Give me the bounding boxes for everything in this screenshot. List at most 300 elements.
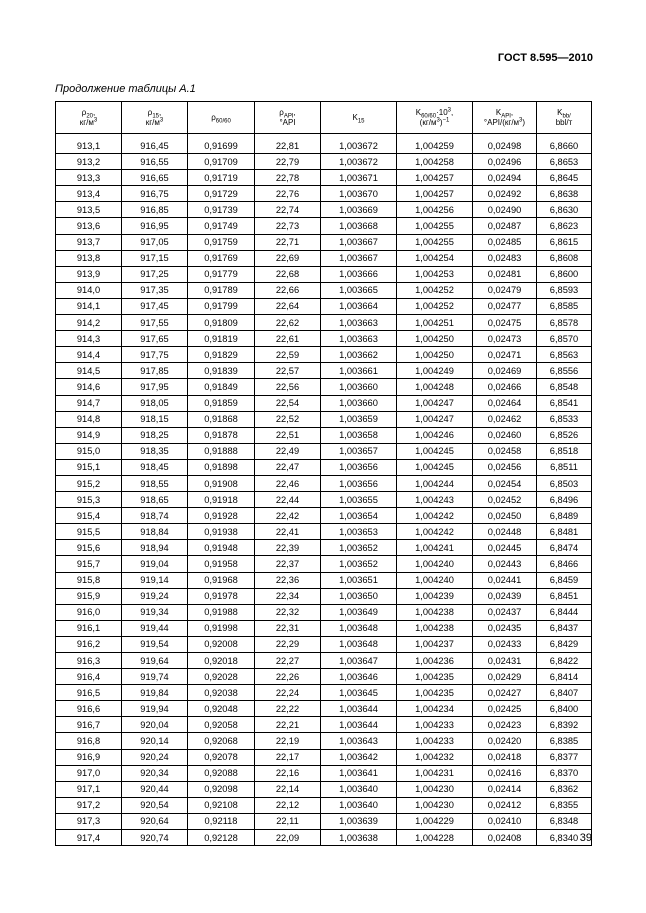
table-cell: 917,65 (122, 331, 188, 347)
table-cell: 6,8451 (537, 588, 592, 604)
table-cell: 0,02483 (473, 250, 537, 266)
header-subscript: 60/60 (215, 118, 231, 125)
table-cell: 1,004230 (397, 797, 473, 813)
table-cell: 22,31 (255, 620, 321, 636)
table-cell: 1,004231 (397, 765, 473, 781)
table-cell: 1,003640 (321, 797, 397, 813)
table-cell: 917,3 (56, 813, 122, 829)
table-cell: 0,02487 (473, 218, 537, 234)
table-cell: 0,02443 (473, 556, 537, 572)
table-cell: 914,0 (56, 282, 122, 298)
table-cell: 0,02479 (473, 282, 537, 298)
table-cell: 1,004228 (397, 830, 473, 846)
table-cell: 1,004247 (397, 411, 473, 427)
table-cell: 0,02475 (473, 315, 537, 331)
header-unit: °API (279, 117, 296, 127)
table-cell: 0,02448 (473, 524, 537, 540)
table-cell: 1,004243 (397, 492, 473, 508)
table-cell: 0,02445 (473, 540, 537, 556)
table-cell: 917,85 (122, 363, 188, 379)
table-cell: 0,02420 (473, 733, 537, 749)
table-row (56, 733, 592, 749)
table-cell: 1,003671 (321, 170, 397, 186)
table-cell: 919,54 (122, 636, 188, 652)
header-unit-sup: 3 (159, 116, 164, 123)
table-cell: 22,81 (255, 134, 321, 154)
table-cell: 1,004238 (397, 604, 473, 620)
table-cell: 1,003668 (321, 218, 397, 234)
table-cell: 22,76 (255, 186, 321, 202)
table-row (56, 427, 592, 443)
table-row (56, 813, 592, 829)
table-cell: 0,91958 (188, 556, 255, 572)
table-cell: 916,65 (122, 170, 188, 186)
table-cell: 915,8 (56, 572, 122, 588)
table-cell: 0,91739 (188, 202, 255, 218)
table-cell: 6,8340 (537, 830, 592, 846)
table-row (56, 363, 592, 379)
table-cell: 0,91769 (188, 250, 255, 266)
table-cell: 0,91749 (188, 218, 255, 234)
table-cell: 6,8600 (537, 266, 592, 282)
table-cell: 0,02462 (473, 411, 537, 427)
table-cell: 914,9 (56, 427, 122, 443)
table-cell: 0,91928 (188, 508, 255, 524)
table-cell: 1,003660 (321, 395, 397, 411)
table-cell: 0,91908 (188, 475, 255, 491)
table-cell: 917,55 (122, 315, 188, 331)
table-cell: 0,91709 (188, 154, 255, 170)
header-symbol: K (557, 107, 563, 117)
table-cell: 916,4 (56, 669, 122, 685)
table-cell: 0,02414 (473, 781, 537, 797)
table-row (56, 218, 592, 234)
table-cell: 1,003650 (321, 588, 397, 604)
table-row (56, 475, 592, 491)
table-cell: 6,8526 (537, 427, 592, 443)
table-cell: 6,8362 (537, 781, 592, 797)
table-cell: 914,3 (56, 331, 122, 347)
table-cell: 6,8570 (537, 331, 592, 347)
table-cell: 918,94 (122, 540, 188, 556)
table-cell: 0,91888 (188, 443, 255, 459)
table-cell: 6,8533 (537, 411, 592, 427)
table-cell: 914,2 (56, 315, 122, 331)
table-cell: 916,7 (56, 717, 122, 733)
table-cell: 0,91799 (188, 298, 255, 314)
table-cell: 917,15 (122, 250, 188, 266)
table-cell: 0,92058 (188, 717, 255, 733)
table-cell: 917,45 (122, 298, 188, 314)
table-cell: 1,004237 (397, 636, 473, 652)
table-cell: 6,8437 (537, 620, 592, 636)
table-cell: 0,91829 (188, 347, 255, 363)
table-cell: 22,68 (255, 266, 321, 282)
table-cell: 0,02433 (473, 636, 537, 652)
table-cell: 919,64 (122, 653, 188, 669)
table-cell: 0,92018 (188, 653, 255, 669)
table-cell: 915,0 (56, 443, 122, 459)
table-cell: 1,003672 (321, 134, 397, 154)
table-cell: 0,91789 (188, 282, 255, 298)
table-cell: 0,91968 (188, 572, 255, 588)
table-cell: 913,2 (56, 154, 122, 170)
table-row (56, 234, 592, 250)
table-cell: 6,8400 (537, 701, 592, 717)
table-cell: 6,8548 (537, 379, 592, 395)
table-row (56, 395, 592, 411)
table-cell: 1,003658 (321, 427, 397, 443)
table-cell: 6,8645 (537, 170, 592, 186)
table-cell: 918,74 (122, 508, 188, 524)
header-subscript: 15 (152, 113, 159, 120)
table-cell: 919,94 (122, 701, 188, 717)
table-cell: 917,75 (122, 347, 188, 363)
table-cell: 0,91849 (188, 379, 255, 395)
table-row (56, 331, 592, 347)
column-header (56, 102, 122, 134)
table-cell: 6,8638 (537, 186, 592, 202)
table-cell: 1,004233 (397, 733, 473, 749)
table-cell: 1,003640 (321, 781, 397, 797)
table-cell: 1,003661 (321, 363, 397, 379)
header-unit: °API/(кг/м (483, 117, 520, 127)
table-cell: 920,04 (122, 717, 188, 733)
table-cell: 918,25 (122, 427, 188, 443)
table-cell: 6,8422 (537, 653, 592, 669)
header-unit: bbl/т (555, 117, 573, 127)
table-cell: 1,004257 (397, 170, 473, 186)
table-cell: 1,003648 (321, 636, 397, 652)
table-cell: 919,74 (122, 669, 188, 685)
table-cell: 1,003642 (321, 749, 397, 765)
table-cell: 915,2 (56, 475, 122, 491)
table-cell: 1,004242 (397, 524, 473, 540)
header-symbol: ρ (147, 107, 153, 117)
table-cell: 22,29 (255, 636, 321, 652)
column-header (255, 102, 321, 134)
table-cell: 920,64 (122, 813, 188, 829)
header-symbol: K (415, 107, 422, 117)
table-cell: 6,8474 (537, 540, 592, 556)
table-cell: 0,91978 (188, 588, 255, 604)
table-cell: 1,003644 (321, 717, 397, 733)
table-row (56, 588, 592, 604)
table-cell: 920,14 (122, 733, 188, 749)
table-cell: 1,004255 (397, 234, 473, 250)
table-cell: 0,02456 (473, 459, 537, 475)
table-cell: 1,004240 (397, 556, 473, 572)
table-cell: 1,004238 (397, 620, 473, 636)
header-subscript: 60/60 (421, 113, 437, 120)
table-cell: 0,91868 (188, 411, 255, 427)
table-cell: 916,8 (56, 733, 122, 749)
table-cell: 1,003647 (321, 653, 397, 669)
table-cell: 0,91859 (188, 395, 255, 411)
table-cell: 1,003663 (321, 331, 397, 347)
table-cell: 916,0 (56, 604, 122, 620)
table-cell: 0,92028 (188, 669, 255, 685)
table-cell: 913,8 (56, 250, 122, 266)
header-symbol: ρ (81, 107, 87, 117)
table-cell: 0,92038 (188, 685, 255, 701)
table-cell: 22,46 (255, 475, 321, 491)
table-cell: 22,36 (255, 572, 321, 588)
table-cell: 919,34 (122, 604, 188, 620)
table-cell: 0,02481 (473, 266, 537, 282)
table-cell: 1,003657 (321, 443, 397, 459)
table-cell: 914,5 (56, 363, 122, 379)
table-row (56, 459, 592, 475)
table-cell: 0,92048 (188, 701, 255, 717)
column-header (321, 102, 397, 134)
table-caption: Продолжение таблицы А.1 (55, 83, 196, 95)
table-cell: 22,42 (255, 508, 321, 524)
table-cell: 0,02408 (473, 830, 537, 846)
table-cell: 1,003654 (321, 508, 397, 524)
table-cell: 0,02458 (473, 443, 537, 459)
table-cell: 919,24 (122, 588, 188, 604)
header-tail: , (159, 107, 162, 117)
table-cell: 6,8355 (537, 797, 592, 813)
table-row (56, 701, 592, 717)
table-cell: 22,26 (255, 669, 321, 685)
table-cell: 1,003649 (321, 604, 397, 620)
table-row (56, 572, 592, 588)
table-cell: 1,004258 (397, 154, 473, 170)
table-cell: 1,003652 (321, 556, 397, 572)
table-cell: 1,003646 (321, 669, 397, 685)
table-cell: 6,8377 (537, 749, 592, 765)
table-cell: 6,8385 (537, 733, 592, 749)
table-cell: 6,8511 (537, 459, 592, 475)
table-cell: 918,55 (122, 475, 188, 491)
table-cell: 913,4 (56, 186, 122, 202)
table-cell: 22,39 (255, 540, 321, 556)
table-cell: 0,02460 (473, 427, 537, 443)
table-cell: 0,02416 (473, 765, 537, 781)
table-cell: 920,34 (122, 765, 188, 781)
table-cell: 0,02496 (473, 154, 537, 170)
header-tail: , (510, 107, 514, 117)
table-cell: 22,17 (255, 749, 321, 765)
table-row (56, 186, 592, 202)
table-cell: 1,003656 (321, 475, 397, 491)
table-cell: 918,65 (122, 492, 188, 508)
table-cell: 6,8466 (537, 556, 592, 572)
table-cell: 1,003662 (321, 347, 397, 363)
table-cell: 1,004242 (397, 508, 473, 524)
table-cell: 22,37 (255, 556, 321, 572)
page-number: 39 (579, 832, 592, 844)
density-table (55, 101, 592, 846)
table-cell: 0,02435 (473, 620, 537, 636)
table-cell: 6,8556 (537, 363, 592, 379)
table-cell: 916,2 (56, 636, 122, 652)
table-cell: 1,004249 (397, 363, 473, 379)
table-cell: 22,09 (255, 830, 321, 846)
table-cell: 0,91988 (188, 604, 255, 620)
table-cell: 0,92068 (188, 733, 255, 749)
table-cell: 920,24 (122, 749, 188, 765)
table-cell: 1,004257 (397, 186, 473, 202)
table-cell: 919,44 (122, 620, 188, 636)
table-cell: 0,91938 (188, 524, 255, 540)
table-cell: 22,79 (255, 154, 321, 170)
table-cell: 919,14 (122, 572, 188, 588)
table-cell: 0,02441 (473, 572, 537, 588)
table-cell: 22,19 (255, 733, 321, 749)
header-unit-sup2: −1 (442, 116, 450, 123)
table-cell: 0,91819 (188, 331, 255, 347)
table-cell: 0,02418 (473, 749, 537, 765)
table-row (56, 154, 592, 170)
table-cell: 917,0 (56, 765, 122, 781)
table-row (56, 315, 592, 331)
table-cell: 916,55 (122, 154, 188, 170)
table-cell: 22,74 (255, 202, 321, 218)
table-cell: 1,003663 (321, 315, 397, 331)
table-cell: 0,02485 (473, 234, 537, 250)
table-cell: 1,003645 (321, 685, 397, 701)
table-row (56, 620, 592, 636)
table-cell: 6,8414 (537, 669, 592, 685)
table-cell: 22,24 (255, 685, 321, 701)
table-cell: 0,92118 (188, 813, 255, 829)
table-cell: 915,7 (56, 556, 122, 572)
table-cell: 1,004259 (397, 134, 473, 154)
table-cell: 0,91699 (188, 134, 255, 154)
table-cell: 916,85 (122, 202, 188, 218)
table-cell: 0,02469 (473, 363, 537, 379)
table-cell: 1,003655 (321, 492, 397, 508)
table-cell: 913,7 (56, 234, 122, 250)
table-cell: 0,91719 (188, 170, 255, 186)
table-cell: 917,2 (56, 797, 122, 813)
header-subscript: API (501, 113, 511, 120)
table-cell: 1,004254 (397, 250, 473, 266)
header-unit-sup: 3 (436, 116, 440, 123)
table-row (56, 556, 592, 572)
table-cell: 22,16 (255, 765, 321, 781)
table-cell: 6,8593 (537, 282, 592, 298)
table-cell: 6,8660 (537, 134, 592, 154)
table-cell: 22,52 (255, 411, 321, 427)
table-cell: 1,004256 (397, 202, 473, 218)
table-row (56, 669, 592, 685)
table-row (56, 282, 592, 298)
table-cell: 919,04 (122, 556, 188, 572)
table-cell: 917,95 (122, 379, 188, 395)
table-cell: 6,8578 (537, 315, 592, 331)
table-cell: 1,004250 (397, 347, 473, 363)
table-cell: 920,74 (122, 830, 188, 846)
table-cell: 22,66 (255, 282, 321, 298)
header-symbol: ρ (279, 107, 284, 117)
table-cell: 0,91839 (188, 363, 255, 379)
table-cell: 0,02494 (473, 170, 537, 186)
header-subscript: bb/ (562, 113, 571, 120)
table-cell: 1,004255 (397, 218, 473, 234)
table-cell: 6,8370 (537, 765, 592, 781)
table-cell: 1,003670 (321, 186, 397, 202)
table-cell: 22,12 (255, 797, 321, 813)
table-cell: 915,6 (56, 540, 122, 556)
table-cell: 1,004248 (397, 379, 473, 395)
table-cell: 6,8489 (537, 508, 592, 524)
table-cell: 6,8429 (537, 636, 592, 652)
header-unit: (кг/м (419, 117, 437, 127)
header-unit: кг/м (145, 117, 160, 127)
table-row (56, 347, 592, 363)
table-cell: 0,02477 (473, 298, 537, 314)
header-tail: , (293, 107, 296, 117)
table-cell: 1,003669 (321, 202, 397, 218)
header-tail: ·10 (436, 107, 448, 117)
table-cell: 914,6 (56, 379, 122, 395)
table-cell: 22,34 (255, 588, 321, 604)
table-cell: 0,02437 (473, 604, 537, 620)
table-cell: 0,02471 (473, 347, 537, 363)
table-cell: 914,7 (56, 395, 122, 411)
table-cell: 1,004239 (397, 588, 473, 604)
table-cell: 1,003665 (321, 282, 397, 298)
table-cell: 1,003648 (321, 620, 397, 636)
table-row (56, 411, 592, 427)
table-cell: 1,004250 (397, 331, 473, 347)
table-row (56, 540, 592, 556)
table-cell: 6,8496 (537, 492, 592, 508)
table-cell: 917,1 (56, 781, 122, 797)
header-symbol: K (495, 107, 502, 117)
table-row (56, 765, 592, 781)
table-cell: 0,02454 (473, 475, 537, 491)
table-cell: 0,02425 (473, 701, 537, 717)
table-cell: 918,45 (122, 459, 188, 475)
table-cell: 6,8518 (537, 443, 592, 459)
table-cell: 913,3 (56, 170, 122, 186)
table-cell: 22,44 (255, 492, 321, 508)
table-cell: 1,004230 (397, 781, 473, 797)
table-cell: 1,003660 (321, 379, 397, 395)
table-cell: 1,003672 (321, 154, 397, 170)
table-cell: 1,004252 (397, 282, 473, 298)
table-cell: 0,02452 (473, 492, 537, 508)
table-cell: 1,004235 (397, 669, 473, 685)
table-cell: 22,57 (255, 363, 321, 379)
table-cell: 1,004245 (397, 443, 473, 459)
table-row (56, 685, 592, 701)
table-cell: 0,92078 (188, 749, 255, 765)
table-cell: 1,003667 (321, 234, 397, 250)
table-cell: 0,02473 (473, 331, 537, 347)
table-cell: 916,75 (122, 186, 188, 202)
table-cell: 916,6 (56, 701, 122, 717)
table-cell: 6,8653 (537, 154, 592, 170)
table-body (56, 134, 592, 846)
table-cell: 22,61 (255, 331, 321, 347)
header-tail-sup: 3 (447, 106, 452, 113)
table-cell: 0,91809 (188, 315, 255, 331)
header-tail: , (93, 107, 96, 117)
table-cell: 0,02431 (473, 653, 537, 669)
table-row (56, 250, 592, 266)
table-cell: 0,02410 (473, 813, 537, 829)
table-cell: 917,35 (122, 282, 188, 298)
table-cell: 22,56 (255, 379, 321, 395)
table-cell: 1,004253 (397, 266, 473, 282)
table-cell: 6,8481 (537, 524, 592, 540)
